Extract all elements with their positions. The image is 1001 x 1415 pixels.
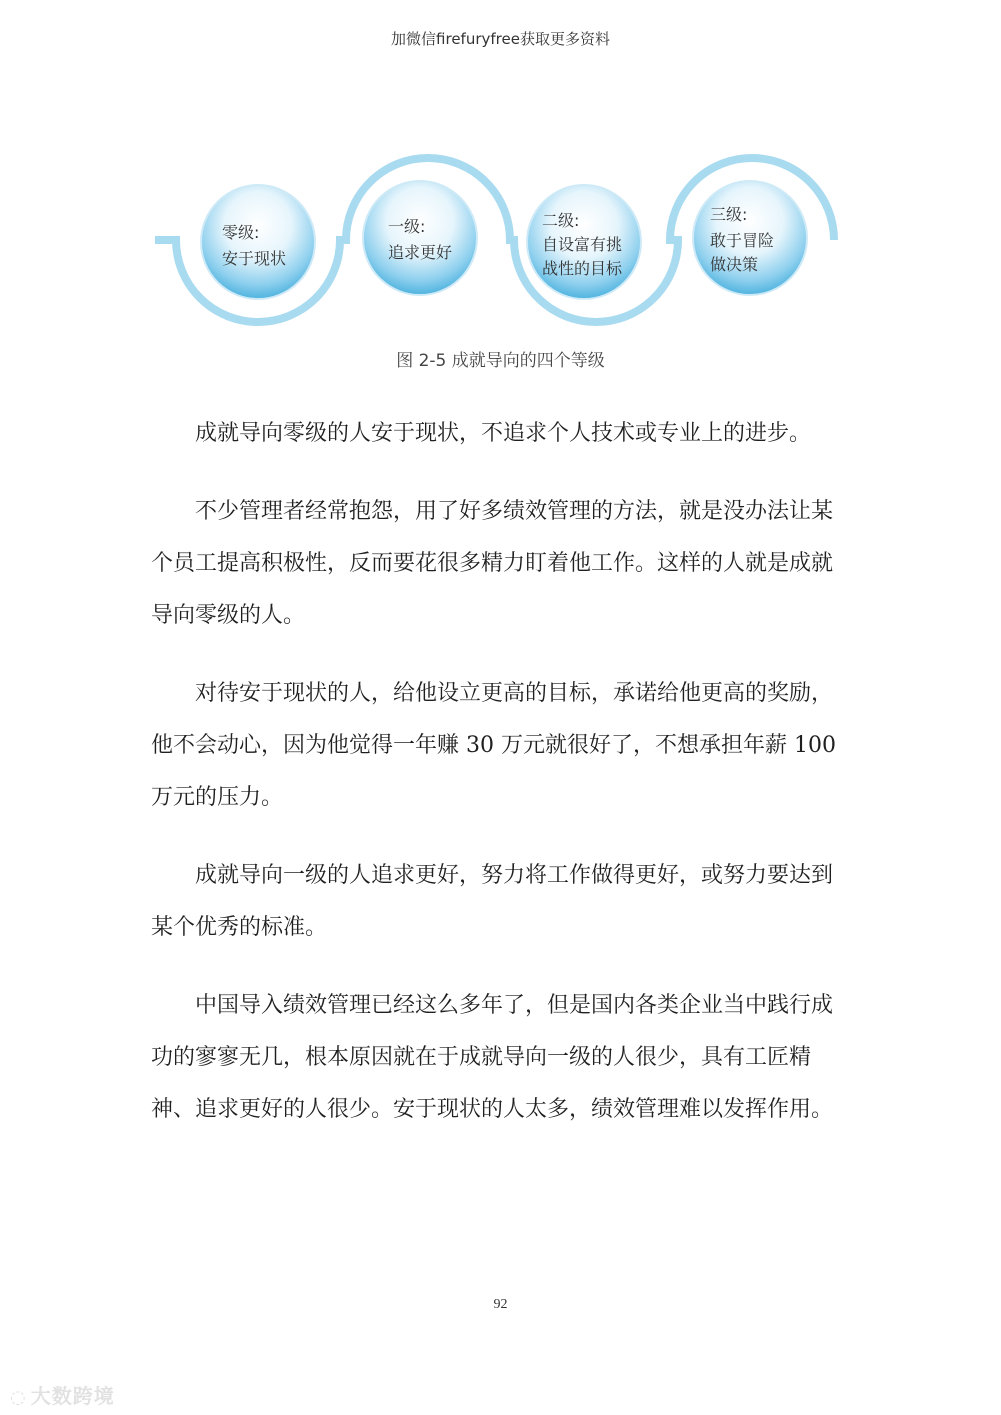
paragraph: 不少管理者经常抱怨，用了好多绩效管理的方法，就是没办法让某个员工提高积极性，反而要花很多精力盯着他工作。这样的人就是成就导向零级的人。 (151, 499, 834, 628)
level-3-line-0: 三级: (710, 205, 748, 224)
watermark (10, 1380, 115, 1409)
level-1-line-1: 追求更好 (388, 243, 453, 262)
paragraph: 成就导向零级的人安于现状，不追求个人技术或专业上的进步。 (195, 421, 812, 446)
paragraph: 对待安于现状的人，给他设立更高的目标，承诺给他更高的奖励，他不会动心，因为他觉得一年赚 30 万元就很好了，不想承担年薪 100 万元的压力。 (151, 681, 836, 810)
body-text (151, 408, 851, 1136)
level-3-line-1: 敢于冒险 (710, 231, 775, 250)
achievement-levels-diagram (0, 0, 1001, 340)
level-3-line-2: 做决策 (710, 255, 759, 274)
level-circle-3 (693, 181, 807, 295)
figure-caption: 图 2-5 成就导向的四个等级 (396, 351, 605, 371)
paragraph: 中国导入绩效管理已经这么多年了，但是国内各类企业当中践行成功的寥寥无几，根本原因就在于成就导向一级的人很少，具有工匠精神、追求更好的人很少。安于现状的人太多，绩效管理难以发挥作用。 (151, 993, 834, 1122)
level-1-line-0: 一级: (388, 217, 426, 236)
level-circle-1 (363, 181, 477, 295)
paragraph: 成就导向一级的人追求更好，努力将工作做得更好，或努力要达到某个优秀的标准。 (151, 863, 834, 940)
level-0-line-0: 零级: (222, 223, 260, 242)
watermark-text: 大数跨境 (30, 1384, 115, 1408)
page-number: 92 (493, 1297, 508, 1312)
header-note: 加微信firefuryfree获取更多资料 (391, 30, 610, 48)
level-2-line-0: 二级: (542, 211, 580, 230)
level-2-line-2: 战性的目标 (542, 259, 623, 278)
level-2-line-1: 自设富有挑 (542, 235, 623, 254)
level-0-line-1: 安于现状 (222, 249, 287, 268)
level-circle-0 (201, 185, 315, 299)
logo-icon: ◌ (10, 1387, 27, 1408)
level-circle-2 (527, 185, 641, 299)
